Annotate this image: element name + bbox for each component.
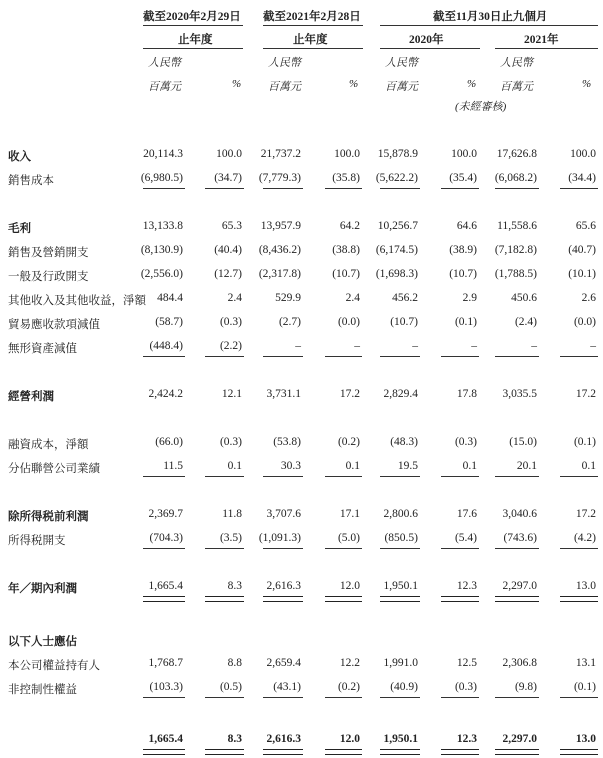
table-cell: (0.5) — [219, 681, 242, 693]
table-cell: (2,317.8) — [258, 268, 301, 280]
double-rule — [263, 749, 303, 755]
header-group-nine-months: 截至11月30日止九個月 — [433, 11, 548, 23]
single-rule — [143, 188, 185, 189]
table-cell: (704.3) — [149, 532, 183, 544]
table-cell: 3,035.5 — [502, 388, 537, 400]
table-cell: (2.2) — [219, 340, 242, 352]
single-rule — [560, 548, 598, 549]
table-cell: 2,659.4 — [266, 657, 301, 669]
row-label: 貿易應收款項減值 — [8, 319, 100, 331]
table-cell: 15,878.9 — [377, 148, 418, 160]
row-label: 非控制性權益 — [8, 684, 77, 696]
single-rule — [380, 697, 420, 698]
unit-label-2: 百萬元 — [268, 81, 301, 93]
table-cell: 1,991.0 — [383, 657, 418, 669]
header-year-2020: 2020年 — [409, 34, 444, 46]
single-rule — [560, 188, 598, 189]
table-cell: 17.8 — [456, 388, 477, 400]
table-cell: 2.4 — [345, 292, 360, 304]
row-label: 一般及行政開支 — [8, 271, 89, 283]
table-cell: 17.6 — [456, 508, 477, 520]
table-cell: (53.8) — [273, 436, 301, 448]
table-cell: 30.3 — [280, 460, 301, 472]
single-rule — [495, 548, 539, 549]
table-cell: (40.7) — [568, 244, 596, 256]
header-underline-6 — [380, 48, 480, 49]
single-rule — [495, 188, 539, 189]
table-cell: (43.1) — [273, 681, 301, 693]
table-cell: (66.0) — [155, 436, 183, 448]
row-label: 本公司權益持有人 — [8, 660, 100, 672]
single-rule — [205, 697, 244, 698]
table-cell: 17,626.8 — [496, 148, 537, 160]
table-cell: (0.3) — [219, 316, 242, 328]
header-group-fy2021: 截至2021年2月28日 — [263, 11, 361, 23]
table-cell: (0.1) — [454, 316, 477, 328]
currency-label-3: 人民幣 — [385, 57, 418, 69]
table-cell: 450.6 — [511, 292, 537, 304]
row-label: 毛利 — [8, 223, 31, 235]
table-cell: 8.8 — [227, 657, 242, 669]
single-rule — [263, 476, 303, 477]
table-cell: 2,297.0 — [502, 580, 537, 592]
table-cell: 17.2 — [339, 388, 360, 400]
table-cell: 100.0 — [334, 148, 360, 160]
table-cell: (3.5) — [219, 532, 242, 544]
header-underline-2 — [263, 25, 363, 26]
double-rule — [495, 596, 539, 602]
table-cell: (0.0) — [573, 316, 596, 328]
table-cell: 3,731.1 — [266, 388, 301, 400]
table-cell: (10.7) — [332, 268, 360, 280]
double-rule — [441, 596, 479, 602]
single-rule — [263, 188, 303, 189]
table-cell: 10,256.7 — [377, 220, 418, 232]
row-label: 以下人士應佔 — [8, 636, 77, 648]
table-cell: (9.8) — [514, 681, 537, 693]
table-cell: (34.7) — [214, 172, 242, 184]
double-rule — [560, 749, 598, 755]
table-cell: 19.5 — [397, 460, 418, 472]
table-cell: 12.3 — [456, 733, 477, 745]
table-cell: 12.5 — [456, 657, 477, 669]
single-rule — [560, 697, 598, 698]
table-cell: 2.4 — [227, 292, 242, 304]
single-rule — [143, 476, 185, 477]
table-cell: 1,950.1 — [383, 580, 418, 592]
table-cell: 13.0 — [575, 733, 596, 745]
table-cell: 2,800.6 — [383, 508, 418, 520]
table-cell: 65.3 — [221, 220, 242, 232]
table-cell: (8,436.2) — [258, 244, 301, 256]
pct-label-3: % — [467, 78, 477, 90]
table-cell: (7,779.3) — [258, 172, 301, 184]
double-rule — [380, 749, 420, 755]
row-label: 其他收入及其他收益，淨額 — [8, 295, 146, 307]
table-cell: (743.6) — [503, 532, 537, 544]
double-rule — [143, 749, 185, 755]
table-cell: 13.1 — [575, 657, 596, 669]
table-cell: (10.7) — [449, 268, 477, 280]
table-cell: 11.8 — [222, 508, 242, 520]
table-cell: 11.5 — [163, 460, 183, 472]
single-rule — [205, 188, 244, 189]
single-rule — [143, 697, 185, 698]
single-rule — [560, 476, 598, 477]
single-rule — [495, 476, 539, 477]
table-cell: 13,133.8 — [142, 220, 183, 232]
header-underline-5 — [263, 48, 363, 49]
table-cell: 484.4 — [157, 292, 183, 304]
table-cell: 2,306.8 — [502, 657, 537, 669]
table-cell: (40.9) — [390, 681, 418, 693]
table-cell: – — [590, 340, 596, 352]
header-period-1: 止年度 — [178, 34, 213, 46]
table-cell: 529.9 — [275, 292, 301, 304]
table-cell: (1,091.3) — [258, 532, 301, 544]
double-rule — [205, 749, 244, 755]
table-cell: (0.3) — [219, 436, 242, 448]
table-cell: – — [531, 340, 537, 352]
double-rule — [325, 749, 362, 755]
table-cell: (850.5) — [384, 532, 418, 544]
table-cell: 12.1 — [221, 388, 242, 400]
table-cell: (0.2) — [337, 681, 360, 693]
single-rule — [380, 356, 420, 357]
table-cell: 12.0 — [339, 580, 360, 592]
currency-label-4: 人民幣 — [500, 57, 533, 69]
table-cell: 0.1 — [581, 460, 596, 472]
table-cell: (8,130.9) — [140, 244, 183, 256]
single-rule — [325, 476, 362, 477]
row-label: 銷售及營銷開支 — [8, 247, 89, 259]
double-rule — [263, 596, 303, 602]
table-cell: (0.1) — [573, 681, 596, 693]
table-cell: (0.0) — [337, 316, 360, 328]
row-label: 融資成本，淨額 — [8, 439, 89, 451]
header-year-2021: 2021年 — [524, 34, 559, 46]
table-cell: 64.2 — [339, 220, 360, 232]
table-cell: 2.9 — [462, 292, 477, 304]
table-cell: – — [354, 340, 360, 352]
header-underline-7 — [495, 48, 598, 49]
table-cell: 17.2 — [575, 508, 596, 520]
double-rule — [380, 596, 420, 602]
table-cell: 12.3 — [456, 580, 477, 592]
unaudited-label: (未經審核) — [455, 101, 507, 113]
table-cell: (5.4) — [454, 532, 477, 544]
table-cell: (12.7) — [214, 268, 242, 280]
table-cell: 17.1 — [339, 508, 360, 520]
table-cell: 100.0 — [451, 148, 477, 160]
double-rule — [205, 596, 244, 602]
row-label: 無形資產減值 — [8, 343, 77, 355]
row-label: 所得税開支 — [8, 535, 66, 547]
table-cell: 65.6 — [575, 220, 596, 232]
table-cell: (48.3) — [390, 436, 418, 448]
table-cell: 20.1 — [516, 460, 537, 472]
single-rule — [263, 697, 303, 698]
table-cell: (15.0) — [509, 436, 537, 448]
table-cell: (7,182.8) — [494, 244, 537, 256]
row-label: 銷售成本 — [8, 175, 54, 187]
table-cell: – — [471, 340, 477, 352]
table-cell: 1,665.4 — [148, 733, 183, 745]
table-cell: – — [412, 340, 418, 352]
row-label: 經營利潤 — [8, 391, 54, 403]
single-rule — [380, 476, 420, 477]
table-cell: (35.8) — [332, 172, 360, 184]
table-cell: (2,556.0) — [140, 268, 183, 280]
table-cell: (6,068.2) — [494, 172, 537, 184]
table-cell: 20,114.3 — [143, 148, 183, 160]
header-period-2: 止年度 — [293, 34, 328, 46]
table-cell: 21,737.2 — [260, 148, 301, 160]
double-rule — [495, 749, 539, 755]
table-cell: 100.0 — [216, 148, 242, 160]
single-rule — [205, 476, 244, 477]
table-cell: 8.3 — [227, 733, 242, 745]
table-cell: (38.9) — [449, 244, 477, 256]
single-rule — [325, 188, 362, 189]
currency-label-1: 人民幣 — [148, 57, 181, 69]
table-cell: (0.3) — [454, 436, 477, 448]
table-cell: – — [295, 340, 301, 352]
table-cell: (58.7) — [155, 316, 183, 328]
table-cell: (0.3) — [454, 681, 477, 693]
single-rule — [325, 697, 362, 698]
table-cell: (2.4) — [514, 316, 537, 328]
single-rule — [560, 356, 598, 357]
table-cell: (6,980.5) — [140, 172, 183, 184]
single-rule — [441, 548, 479, 549]
table-cell: 1,665.4 — [148, 580, 183, 592]
table-cell: 13.0 — [575, 580, 596, 592]
table-cell: 2,616.3 — [266, 733, 301, 745]
single-rule — [441, 356, 479, 357]
double-rule — [441, 749, 479, 755]
table-cell: 1,950.1 — [383, 733, 418, 745]
table-cell: 8.3 — [227, 580, 242, 592]
currency-label-2: 人民幣 — [268, 57, 301, 69]
single-rule — [205, 548, 244, 549]
single-rule — [441, 188, 479, 189]
table-cell: 0.1 — [345, 460, 360, 472]
single-rule — [441, 697, 479, 698]
table-cell: (1,788.5) — [494, 268, 537, 280]
table-cell: 64.6 — [456, 220, 477, 232]
table-cell: 0.1 — [462, 460, 477, 472]
table-cell: (2.7) — [278, 316, 301, 328]
table-cell: 1,768.7 — [148, 657, 183, 669]
single-rule — [495, 697, 539, 698]
single-rule — [325, 356, 362, 357]
table-cell: 3,707.6 — [266, 508, 301, 520]
header-underline-4 — [143, 48, 243, 49]
table-cell: 2,616.3 — [266, 580, 301, 592]
table-cell: (38.8) — [332, 244, 360, 256]
double-rule — [143, 596, 185, 602]
header-underline-3 — [380, 25, 598, 26]
table-cell: 2,369.7 — [148, 508, 183, 520]
pct-label-1: % — [232, 78, 242, 90]
table-cell: (5.0) — [337, 532, 360, 544]
single-rule — [205, 356, 244, 357]
row-label: 分佔聯營公司業績 — [8, 463, 100, 475]
unit-label-3: 百萬元 — [385, 81, 418, 93]
table-cell: 3,040.6 — [502, 508, 537, 520]
table-cell: (6,174.5) — [375, 244, 418, 256]
table-cell: (448.4) — [149, 340, 183, 352]
table-cell: (103.3) — [149, 681, 183, 693]
row-label: 除所得税前利潤 — [8, 511, 89, 523]
single-rule — [263, 356, 303, 357]
table-cell: (35.4) — [449, 172, 477, 184]
table-cell: 11,558.6 — [497, 220, 537, 232]
table-cell: 0.1 — [227, 460, 242, 472]
single-rule — [495, 356, 539, 357]
double-rule — [560, 596, 598, 602]
row-label: 年／期內利潤 — [8, 583, 77, 595]
row-label: 收入 — [8, 151, 31, 163]
table-cell: (0.2) — [337, 436, 360, 448]
table-cell: (40.4) — [214, 244, 242, 256]
single-rule — [263, 548, 303, 549]
pct-label-4: % — [582, 78, 592, 90]
single-rule — [143, 548, 185, 549]
single-rule — [325, 548, 362, 549]
table-cell: 2,297.0 — [502, 733, 537, 745]
table-cell: 456.2 — [392, 292, 418, 304]
table-cell: 2,829.4 — [383, 388, 418, 400]
single-rule — [441, 476, 479, 477]
table-cell: 2.6 — [581, 292, 596, 304]
table-cell: (34.4) — [568, 172, 596, 184]
table-cell: (4.2) — [573, 532, 596, 544]
table-cell: 12.2 — [339, 657, 360, 669]
table-cell: (5,622.2) — [375, 172, 418, 184]
pct-label-2: % — [349, 78, 359, 90]
unit-label-1: 百萬元 — [148, 81, 181, 93]
header-underline-1 — [143, 25, 243, 26]
header-group-fy2020: 截至2020年2月29日 — [143, 11, 241, 23]
single-rule — [143, 356, 185, 357]
single-rule — [380, 188, 420, 189]
table-cell: (1,698.3) — [375, 268, 418, 280]
table-cell: (10.1) — [568, 268, 596, 280]
table-cell: 17.2 — [575, 388, 596, 400]
table-cell: (0.1) — [573, 436, 596, 448]
table-cell: 12.0 — [339, 733, 360, 745]
table-cell: (10.7) — [390, 316, 418, 328]
double-rule — [325, 596, 362, 602]
table-cell: 100.0 — [570, 148, 596, 160]
unit-label-4: 百萬元 — [500, 81, 533, 93]
table-cell: 2,424.2 — [148, 388, 183, 400]
single-rule — [380, 548, 420, 549]
table-cell: 13,957.9 — [260, 220, 301, 232]
